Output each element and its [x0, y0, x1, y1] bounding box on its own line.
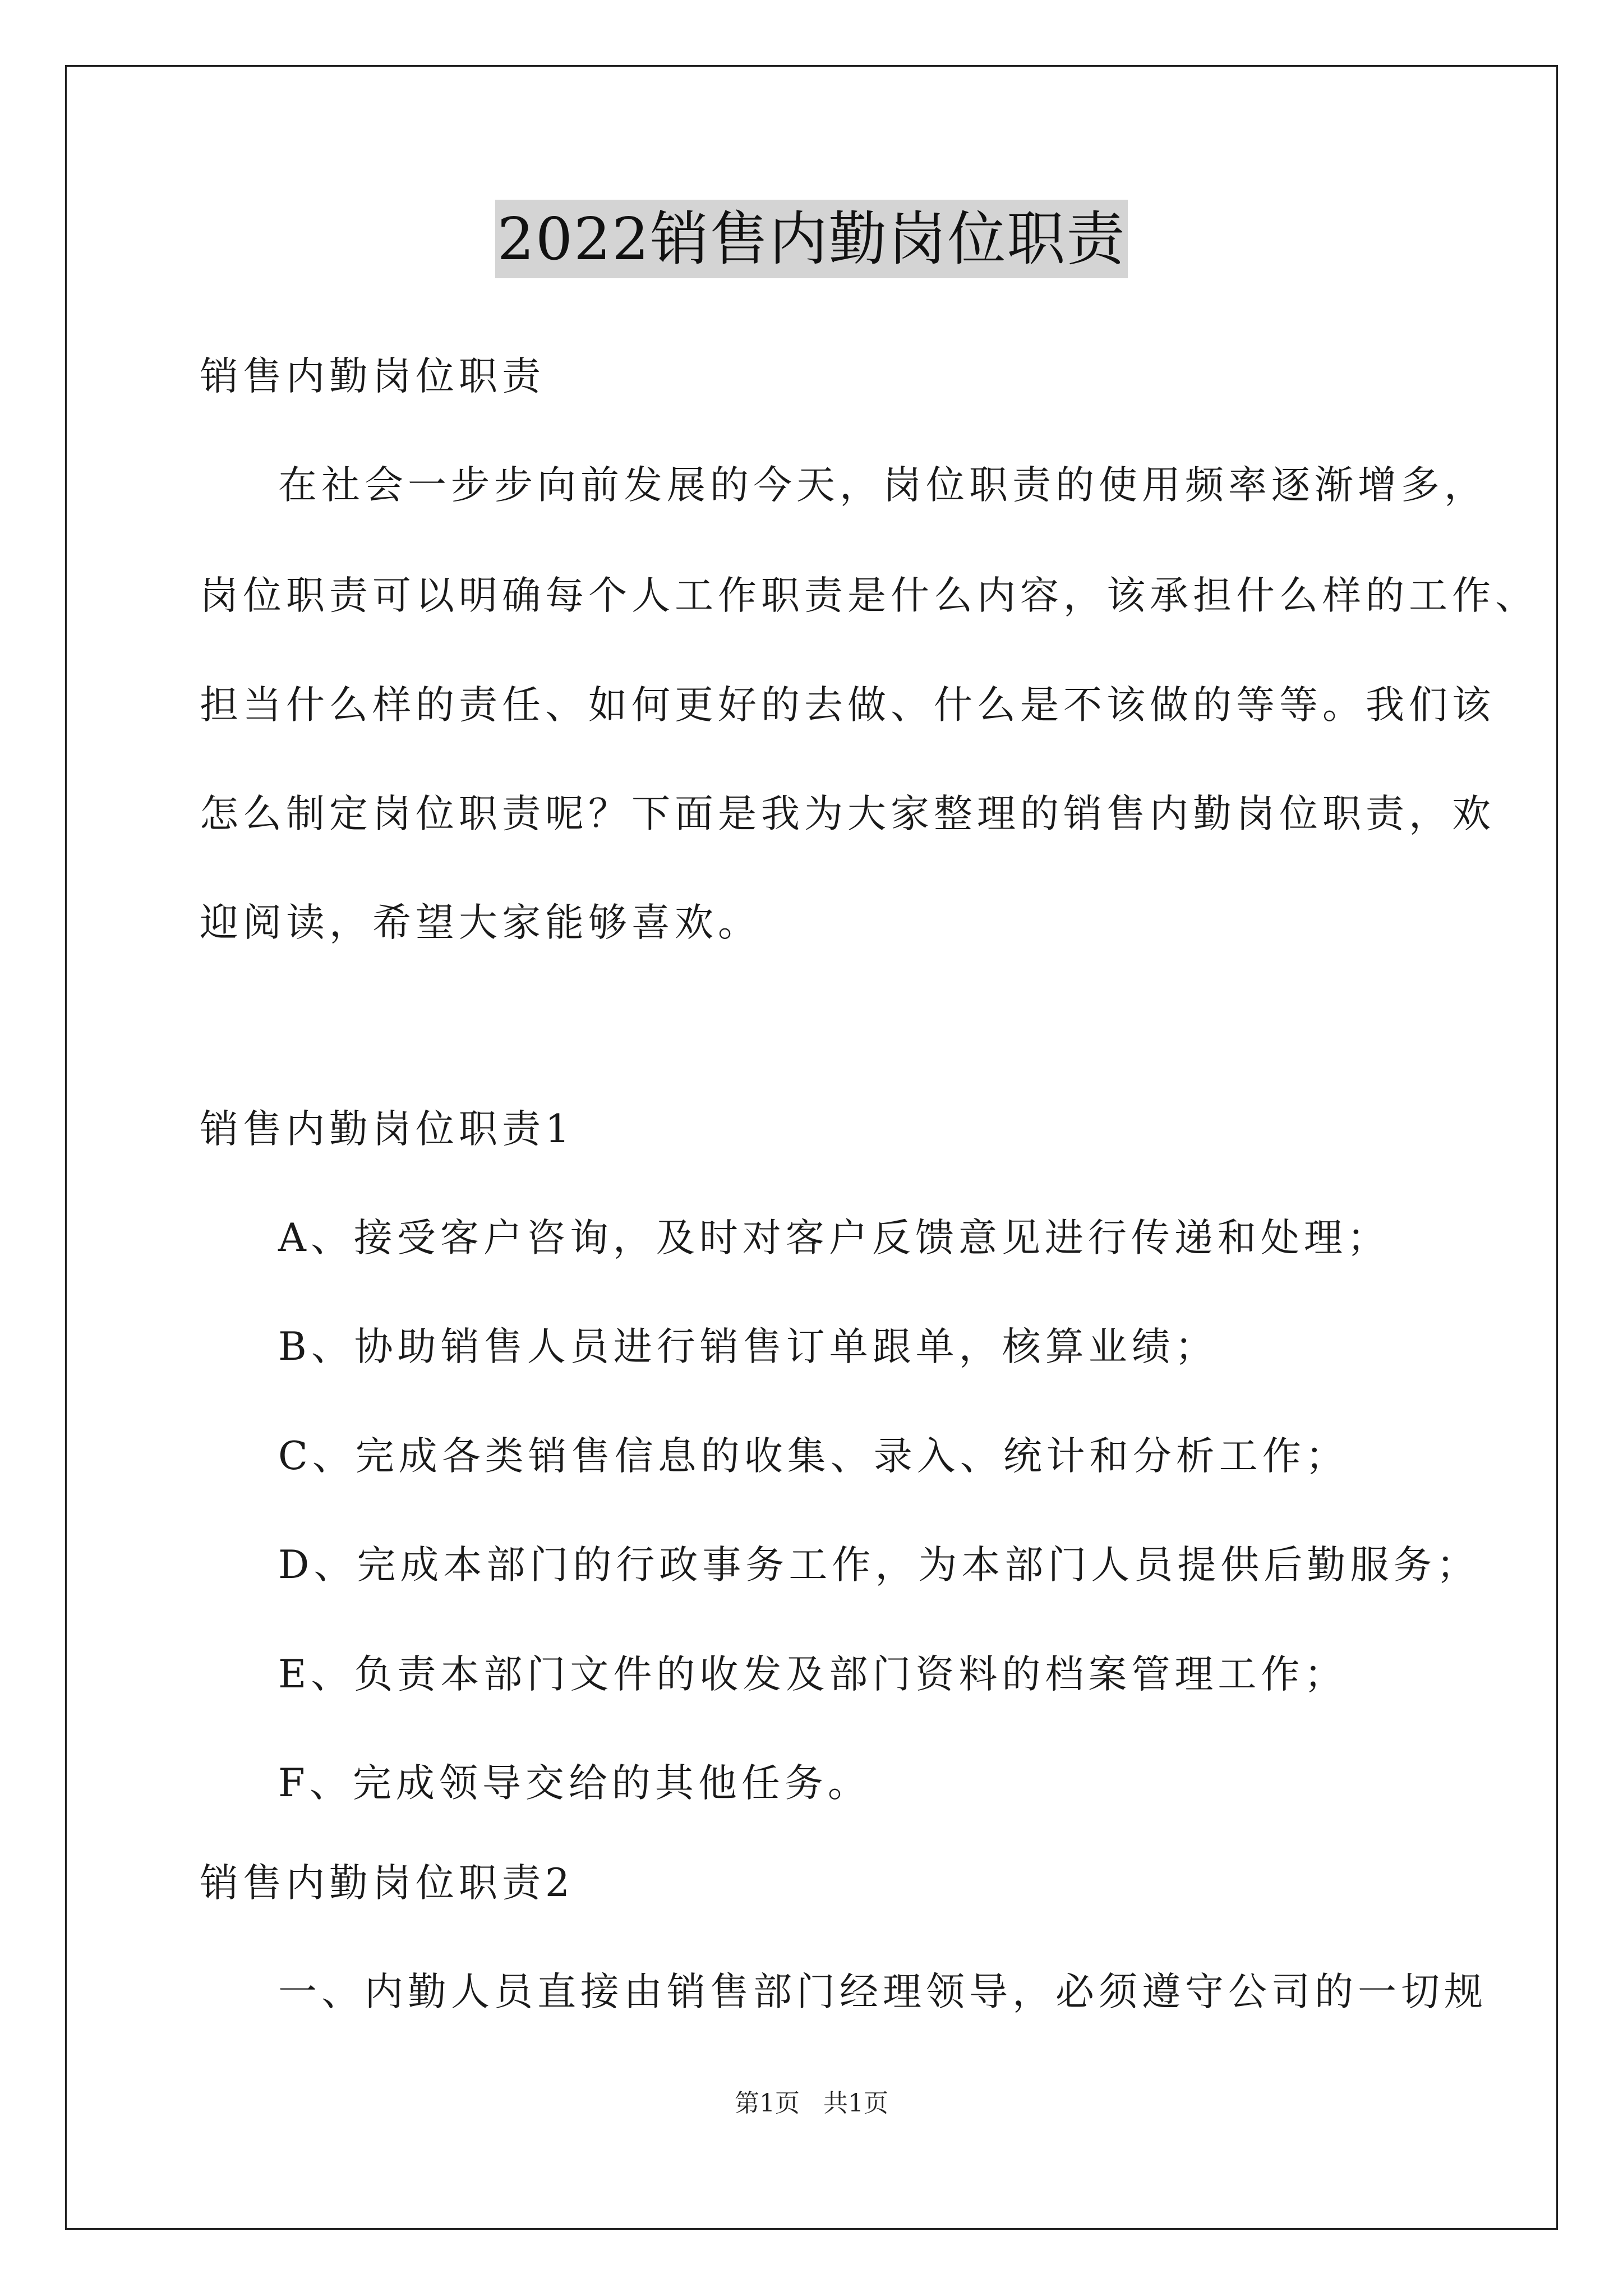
- intro-line-1: 在社会一步步向前发展的今天，岗位职责的使用频率逐渐增多，: [278, 463, 1487, 508]
- section-1-item-b: B、协助销售人员进行销售订单跟单，核算业绩；: [278, 1324, 1218, 1369]
- section-1-heading: 销售内勤岗位职责1: [200, 1107, 574, 1152]
- section-1-item-d: D、完成本部门的行政事务工作，为本部门人员提供后勤服务；: [278, 1543, 1480, 1588]
- section-1-item-a: A、接受客户咨询，及时对客户反馈意见进行传递和处理；: [278, 1216, 1390, 1260]
- intro-line-3: 担当什么样的责任、如何更好的去做、什么是不该做的等等。我们该: [200, 683, 1495, 728]
- intro-line-2: 岗位职责可以明确每个人工作职责是什么内容，该承担什么样的工作、: [200, 573, 1538, 618]
- page-footer: [0, 2087, 1623, 2120]
- footer-page-total: 共1页: [823, 2089, 888, 2118]
- section-1-item-f: F、完成领导交给的其他任务。: [278, 1761, 871, 1806]
- intro-line-5: 迎阅读，希望大家能够喜欢。: [200, 900, 761, 945]
- title-container: [0, 200, 1623, 278]
- document-title: 2022销售内勤岗位职责: [495, 200, 1128, 278]
- intro-heading: 销售内勤岗位职责: [200, 354, 545, 399]
- section-2-heading: 销售内勤岗位职责2: [200, 1861, 574, 1906]
- footer-page-current: 第1页: [735, 2089, 800, 2118]
- section-1-item-c: C、完成各类销售信息的收集、录入、统计和分析工作；: [278, 1434, 1349, 1479]
- section-1-item-e: E、负责本部门文件的收发及部门资料的档案管理工作；: [278, 1652, 1348, 1697]
- intro-line-4: 怎么制定岗位职责呢？下面是我为大家整理的销售内勤岗位职责，欢: [200, 792, 1495, 836]
- section-2-item-1: 一、内勤人员直接由销售部门经理领导，必须遵守公司的一切规: [278, 1970, 1487, 2014]
